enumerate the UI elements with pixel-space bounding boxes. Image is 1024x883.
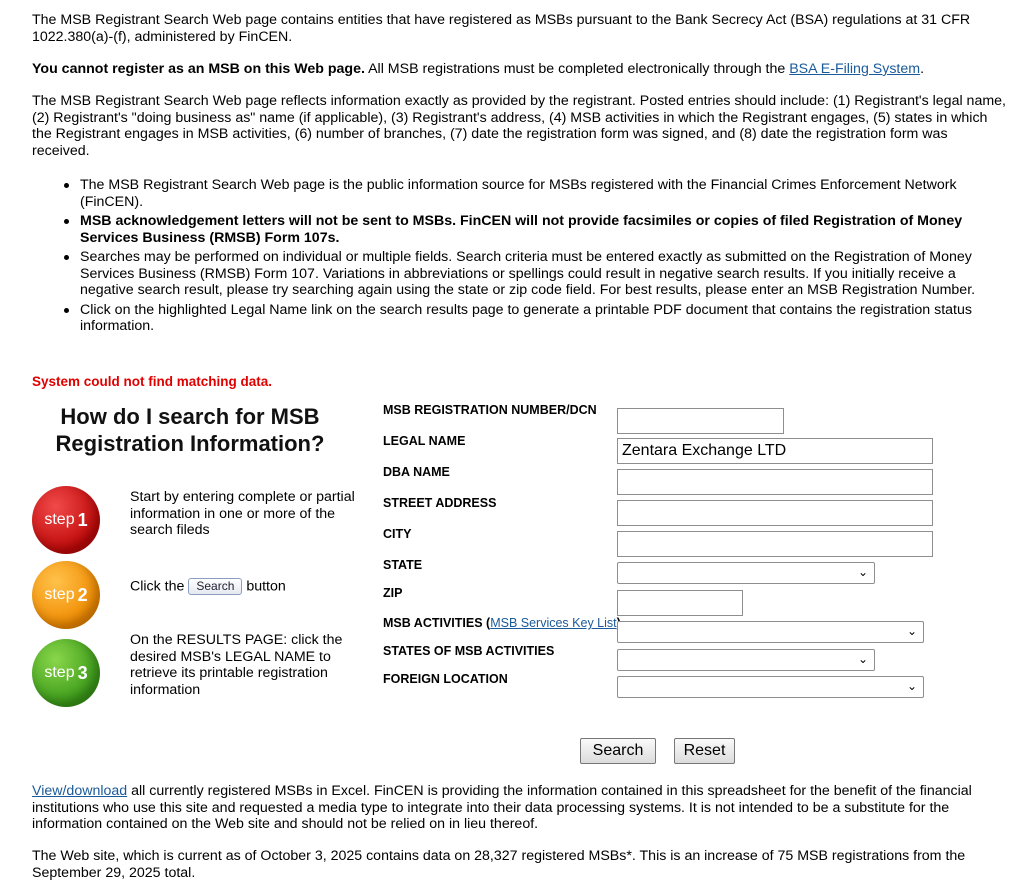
step-2-text: Click the Search button [130, 578, 286, 595]
foreign-location-label: FOREIGN LOCATION [383, 672, 508, 686]
howto-title-line-1: How do I search for MSB [60, 404, 320, 429]
step-1-text: Start by entering complete or partial information in one or more of the search fileds [130, 489, 355, 538]
street-address-label: STREET ADDRESS [383, 496, 497, 510]
msb-activities-select[interactable] [617, 621, 924, 643]
step-2-icon: step 2 [32, 561, 100, 629]
zip-input[interactable] [617, 590, 743, 616]
state-label: STATE [383, 558, 423, 572]
chevron-down-icon: ⌄ [906, 679, 917, 693]
legal-name-label: LEGAL NAME [383, 434, 466, 448]
info-bullet-list [32, 177, 1007, 338]
list-item: MSB acknowledgement letters will not be sent to MSBs. FinCEN will not provide facsimiles or copies of filed Registration of Money Services Business (RMSB) Form 107s. [80, 213, 1007, 246]
msb-registration-input[interactable] [617, 408, 784, 434]
dba-name-input[interactable] [617, 469, 933, 495]
chevron-down-icon: ⌄ [857, 652, 868, 666]
city-label: CITY [383, 527, 412, 541]
street-address-input[interactable] [617, 500, 933, 526]
dba-name-label: DBA NAME [383, 465, 450, 479]
intro-paragraph-1: The MSB Registrant Search Web page contains entities that have registered as MSBs pursuant to the Bank Secrecy Act (BSA) regulations at 31 CFR 1022.380(a)-(f), administered by FinCEN. [32, 12, 971, 45]
legal-name-input[interactable] [617, 438, 933, 464]
state-select[interactable] [617, 562, 875, 584]
search-button[interactable]: Search [580, 738, 656, 764]
list-item: Click on the highlighted Legal Name link on the search results page to generate a printable PDF document that contains the registration status information. [80, 302, 1007, 335]
chevron-down-icon: ⌄ [857, 565, 868, 579]
list-item: The MSB Registrant Search Web page is the public information source for MSBs registered with the Financial Crimes Enforcement Network (FinCEN). [80, 177, 1007, 210]
view-download-link[interactable]: View/download [32, 783, 128, 799]
states-of-msb-activities-select[interactable] [617, 649, 875, 671]
intro-paragraph-3: The MSB Registrant Search Web page reflects information exactly as provided by the registrant. Posted entries should include: (1) Registrant's legal name, (2) Registrant's "doing business as" name (if applicable), (3) Registrant's address, (4) MSB activities in which the Registrant engages, (5) states in which the Registrant engages in MSB activities, (6) number of branches, (7) date the registration form was signed, and (8) date the registration form was received. [32, 93, 1006, 159]
msb-services-key-list-link[interactable]: MSB Services Key List [490, 616, 617, 630]
foreign-location-select[interactable] [617, 676, 924, 698]
reset-button[interactable]: Reset [674, 738, 735, 764]
download-paragraph: View/download all currently registered MSBs in Excel. FinCEN is providing the information contained in this spreadsheet for the benefit of the financial institutions who use this site and requested a media type to integrate into their data processing systems. It is not intended to be a substitute for the information contained on the Web site and should not be relied on in lieu thereof. [32, 783, 972, 832]
zip-label: ZIP [383, 586, 403, 600]
howto-title [40, 403, 340, 457]
list-item: Searches may be performed on individual or multiple fields. Search criteria must be entered exactly as submitted on the Registration of Money Services Business (RMSB) Form 107. Variations in abbreviations or spellings could result in negative search results. If you initially receive a negative search result, please try searching again using the state or zip code field. For best results, please enter an MSB Registration Number. [80, 249, 1007, 299]
states-of-msb-activities-label: STATES OF MSB ACTIVITIES [383, 644, 555, 658]
error-message: System could not find matching data. [32, 374, 273, 389]
period: . [920, 61, 925, 77]
city-input[interactable] [617, 531, 933, 557]
chevron-down-icon: ⌄ [906, 624, 917, 638]
intro-paragraph-2 [32, 61, 1007, 78]
msb-registration-label: MSB REGISTRATION NUMBER/DCN [383, 403, 597, 417]
step-3-icon: step 3 [32, 639, 100, 707]
register-warning-text: All MSB registrations must be completed electronically through the [364, 61, 790, 77]
step-3-text: On the RESULTS PAGE: click the desired MSB's LEGAL NAME to retrieve its printable registration information [130, 632, 343, 698]
register-warning: You cannot register as an MSB on this Web page. [32, 61, 365, 77]
status-paragraph: The Web site, which is current as of October 3, 2025 contains data on 28,327 registered MSBs*. This is an increase of 75 MSB registrations from the September 29, 2025 total. [32, 848, 966, 881]
bsa-efiling-link[interactable]: BSA E-Filing System [789, 61, 921, 77]
howto-title-line-2: Registration Information? [55, 431, 325, 456]
msb-activities-label: MSB ACTIVITIES (MSB Services Key List [383, 616, 617, 630]
step-1-icon: step 1 [32, 486, 100, 554]
step-2-search-button-image: Search [188, 578, 242, 595]
